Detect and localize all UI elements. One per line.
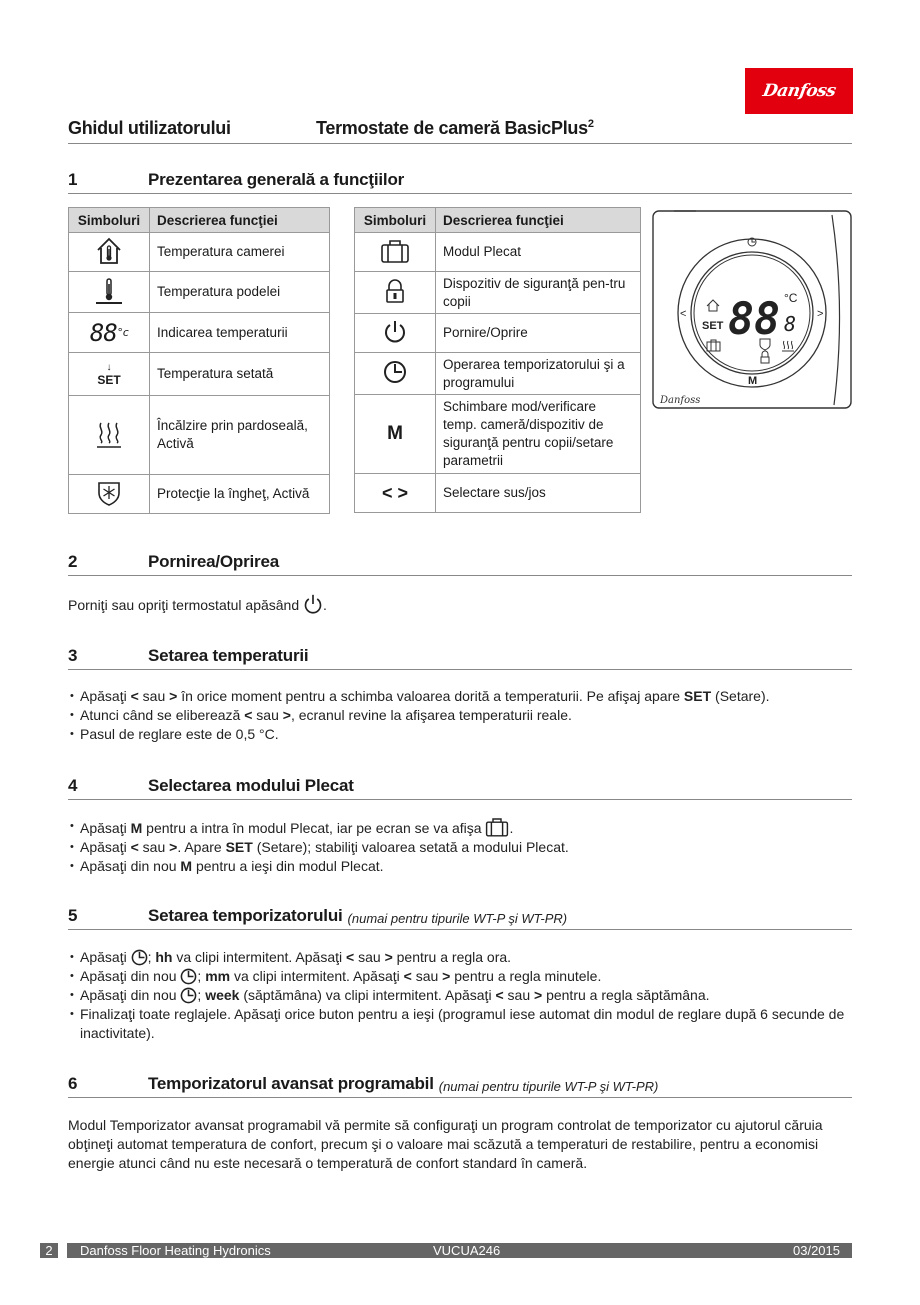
- row-description: Protecţie la îngheţ, Activă: [150, 475, 330, 514]
- section-5-list: [68, 948, 858, 1043]
- list-item: • Atunci când se eliberează < sau >, ecranul revine la afişarea temperaturii reale.: [68, 706, 858, 725]
- section-title: Setarea temporizatorului: [148, 906, 343, 925]
- section-2-heading: [68, 552, 852, 576]
- m-button-icon: M: [387, 423, 403, 444]
- table-row: [355, 474, 641, 513]
- table-row: [355, 272, 641, 314]
- section-note: (numai pentru tipurile WT-P şi WT-PR): [438, 1079, 659, 1094]
- section-number: 6: [68, 1074, 78, 1093]
- section-number: 3: [68, 646, 78, 665]
- table-row: [355, 233, 641, 272]
- product-title-text: Termostate de cameră BasicPlus: [316, 118, 588, 138]
- table-row: [69, 233, 330, 272]
- list-item: • Apăsaţi din nou ; mm va clipi intermitent. Apăsaţi < sau > pentru a regla minutele.: [68, 967, 858, 986]
- thermostat-unit: °C: [784, 291, 798, 305]
- section-3-heading: [68, 646, 852, 670]
- footer-bar: [67, 1243, 852, 1258]
- thermostat-right-button: >: [817, 308, 824, 320]
- section-6-text: Modul Temporizator avansat programabil vă permite să configuraţi un program controlat de temporizator cu ajutorul căruia obţineţi automat temperatura de confort, precum şi o valoare mai scăzută a temperaturi de restabilire, pentru a economisi energie atunci când nu este necesară o temperatură de confort standard în cameră.: [68, 1117, 823, 1171]
- row-description: Temperatura setată: [150, 353, 330, 396]
- logo-text: Danfoss: [761, 81, 837, 101]
- list-item: • Pasul de reglare este de 0,5 °C.: [68, 725, 858, 744]
- clock-icon: [180, 987, 197, 1004]
- thermostat-set-label: SET: [702, 320, 724, 332]
- section-6-heading: [68, 1074, 852, 1098]
- list-item: • Apăsaţi < sau > în orice moment pentru a schimba valoarea dorită a temperaturii. Pe afişaj apare SET (Setare).: [68, 687, 858, 706]
- clock-icon: [383, 360, 407, 384]
- column-header: Simboluri: [69, 208, 150, 233]
- table-row: [69, 353, 330, 396]
- section-5-heading: [68, 906, 852, 930]
- column-header: Descrierea funcţiei: [436, 208, 641, 233]
- floor-thermometer-icon: [94, 277, 124, 305]
- seven-segment-display-icon: $88^{^\circ c}$: [89, 318, 129, 347]
- footer-date: 03/2015: [793, 1243, 840, 1258]
- danfoss-logo: [745, 68, 853, 114]
- section-4-list: [68, 817, 858, 876]
- text: .: [323, 597, 327, 613]
- footer-doc-code: VUCUA246: [433, 1243, 501, 1258]
- list-item: • Apăsaţi < sau >. Apare SET (Setare); stabiliţi valoarea setată a modului Plecat.: [68, 838, 858, 857]
- section-title: Pornirea/Oprirea: [148, 552, 279, 571]
- product-title-sup: 2: [587, 118, 594, 130]
- row-description: Schimbare mod/verificare temp. cameră/dispozitiv de siguranţă pentru copii/setare parametrii: [436, 395, 641, 474]
- section-3-list: [68, 687, 858, 744]
- thermostat-brand: Danfoss: [660, 395, 701, 406]
- text: Porniţi sau opriţi termostatul apăsând: [68, 597, 304, 613]
- list-item: • Apăsaţi M pentru a intra în modul Plecat, iar pe ecran se va afişa .: [68, 817, 858, 838]
- product-title: [316, 118, 594, 139]
- thermostat-left-button: <: [680, 308, 687, 320]
- section-number: 1: [68, 170, 78, 189]
- suitcase-icon: [485, 817, 509, 837]
- row-description: Temperatura podelei: [150, 272, 330, 313]
- thermostat-drawing: [652, 210, 852, 410]
- set-label: SET: [97, 373, 121, 387]
- section-4-heading: [68, 776, 852, 800]
- table-row: [355, 314, 641, 353]
- power-icon: [303, 594, 323, 614]
- thermostat-m-button: M: [748, 375, 758, 387]
- section-1-heading: [68, 170, 852, 194]
- guide-title: Ghidul utilizatorului: [68, 118, 231, 138]
- symbols-table-left: [68, 207, 330, 514]
- page-number: 2: [40, 1243, 58, 1258]
- section-title: Temporizatorul avansat programabil: [148, 1074, 434, 1093]
- suitcase-icon: [380, 239, 410, 263]
- document-header: [68, 116, 852, 144]
- padlock-icon: [385, 278, 405, 304]
- section-number: 5: [68, 906, 78, 925]
- table-row: [69, 313, 330, 353]
- list-item: • Apăsaţi din nou M pentru a ieşi din modul Plecat.: [68, 857, 858, 876]
- section-note: (numai pentru tipurile WT-P şi WT-PR): [347, 911, 568, 926]
- column-header: Descrierea funcţiei: [150, 208, 330, 233]
- section-2-text: [68, 594, 327, 615]
- thermostat-digits: 88: [728, 294, 780, 345]
- footer-company: Danfoss Floor Heating Hydronics: [80, 1243, 271, 1258]
- set-indicator-icon: ↓ SET: [69, 362, 149, 386]
- row-description: Operarea temporizatorului şi a programului: [436, 353, 641, 395]
- section-number: 4: [68, 776, 78, 795]
- section-title: Setarea temperaturii: [148, 646, 309, 665]
- row-description: Încălzire prin pardoseală, Activă: [150, 396, 330, 475]
- row-description: Dispozitiv de siguranţă pen-tru copii: [436, 272, 641, 314]
- arrows-icon: < >: [381, 482, 409, 503]
- list-item: • Apăsaţi ; hh va clipi intermitent. Apăsaţi < sau > pentru a regla ora.: [68, 948, 858, 967]
- section-title: Prezentarea generală a funcţiilor: [148, 170, 405, 189]
- floor-heating-icon: [95, 419, 123, 449]
- clock-icon: [131, 949, 148, 966]
- table-row: [69, 475, 330, 514]
- house-thermometer-icon: [96, 237, 122, 265]
- section-number: 2: [68, 552, 78, 571]
- row-description: Temperatura camerei: [150, 233, 330, 272]
- page-footer: [40, 1243, 852, 1258]
- frost-protection-icon: [97, 480, 121, 506]
- symbols-table-right: [354, 207, 641, 513]
- clock-icon: [180, 968, 197, 985]
- row-description: Pornire/Oprire: [436, 314, 641, 353]
- table-row: [355, 395, 641, 474]
- row-description: Modul Plecat: [436, 233, 641, 272]
- column-header: Simboluri: [355, 208, 436, 233]
- table-row: [69, 396, 330, 475]
- list-item: • Finalizaţi toate reglajele. Apăsaţi orice buton pentru a ieşi (programul iese automat din modul de reglare după 6 secunde de inactivitate).: [68, 1005, 858, 1043]
- thermostat-illustration: [652, 210, 852, 410]
- row-description: Indicarea temperaturii: [150, 313, 330, 353]
- thermostat-decimal: 8: [784, 312, 797, 336]
- row-description: Selectare sus/jos: [436, 474, 641, 513]
- list-item: • Apăsaţi din nou ; week (săptămâna) va clipi intermitent. Apăsaţi < sau > pentru a regla săptămâna.: [68, 986, 858, 1005]
- table-row: [69, 272, 330, 313]
- section-title: Selectarea modului Plecat: [148, 776, 354, 795]
- power-icon: [383, 319, 407, 345]
- display-digits: 88: [89, 318, 117, 347]
- table-row: [355, 353, 641, 395]
